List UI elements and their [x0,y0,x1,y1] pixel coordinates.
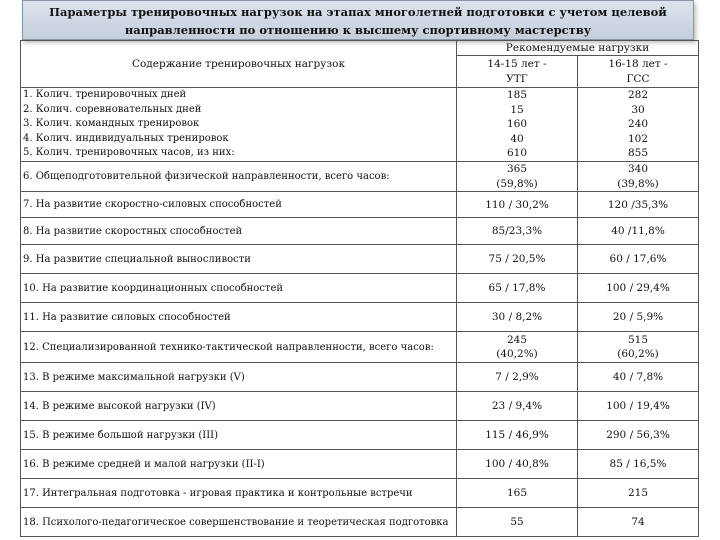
table-row: 15. В режиме большой нагрузки (III) 115 / 46,9% 290 / 56,3% [21,421,699,450]
content-header: Содержание тренировочных нагрузок [21,41,457,88]
group1-labels: 1. Колич. тренировочных дней 2. Колич. соревновательных дней 3. Колич. командных тренировок 4. Колич. индивидуальных тренировок 5. Колич. тренировочных часов, из них: [21,88,457,162]
group1-col1: 185 15 160 40 610 [457,88,578,162]
title-line-2: направленности по отношению к высшему спортивному мастерству [124,23,592,37]
title-line-1: Параметры тренировочных нагрузок на этапах многолетней подготовки с учетом целевой [49,5,667,19]
table-row-group-1 [21,88,699,162]
table-row: 11. На развитие силовых способностей 30 / 8,2% 20 / 5,9% [21,303,699,332]
table-row: 13. В режиме максимальной нагрузки (V) 7 / 2,9% 40 / 7,8% [21,363,699,392]
loads-table [20,40,699,537]
header-row-1 [21,41,699,56]
recommended-header: Рекомендуемые нагрузки [457,41,699,56]
col1-header: 14-15 лет - УТГ [457,56,578,88]
table-row: 8. На развитие скоростных способностей 85/23,3% 40 /11,8% [21,218,699,245]
table-row: 7. На развитие скоростно-силовых способностей 110 / 30,2% 120 /35,3% [21,192,699,218]
table-row: 14. В режиме высокой нагрузки (IV) 23 / 9,4% 100 / 19,4% [21,392,699,421]
title-banner [22,0,694,40]
table-row: 12. Специализированной технико-тактической направленности, всего часов: 245 (40,2%) 515 (60,2%) [21,332,699,363]
table-row: 10. На развитие координационных способностей 65 / 17,8% 100 / 29,4% [21,274,699,303]
table-row: 9. На развитие специальной выносливости 75 / 20,5% 60 / 17,6% [21,245,699,274]
table-row: 6. Общеподготовительной физической направленности, всего часов: 365 (59,8%) 340 (39,8%) [21,162,699,192]
col2-header: 16-18 лет - ГСС [578,56,699,88]
group1-col2: 282 30 240 102 855 [578,88,699,162]
table-row: 16. В режиме средней и малой нагрузки (II-I) 100 / 40,8% 85 / 16,5% [21,450,699,479]
table-row: 17. Интегральная подготовка - игровая практика и контрольные встречи 165 215 [21,479,699,508]
table-row: 18. Психолого-педагогическое совершенствование и теоретическая подготовка 55 74 [21,508,699,537]
